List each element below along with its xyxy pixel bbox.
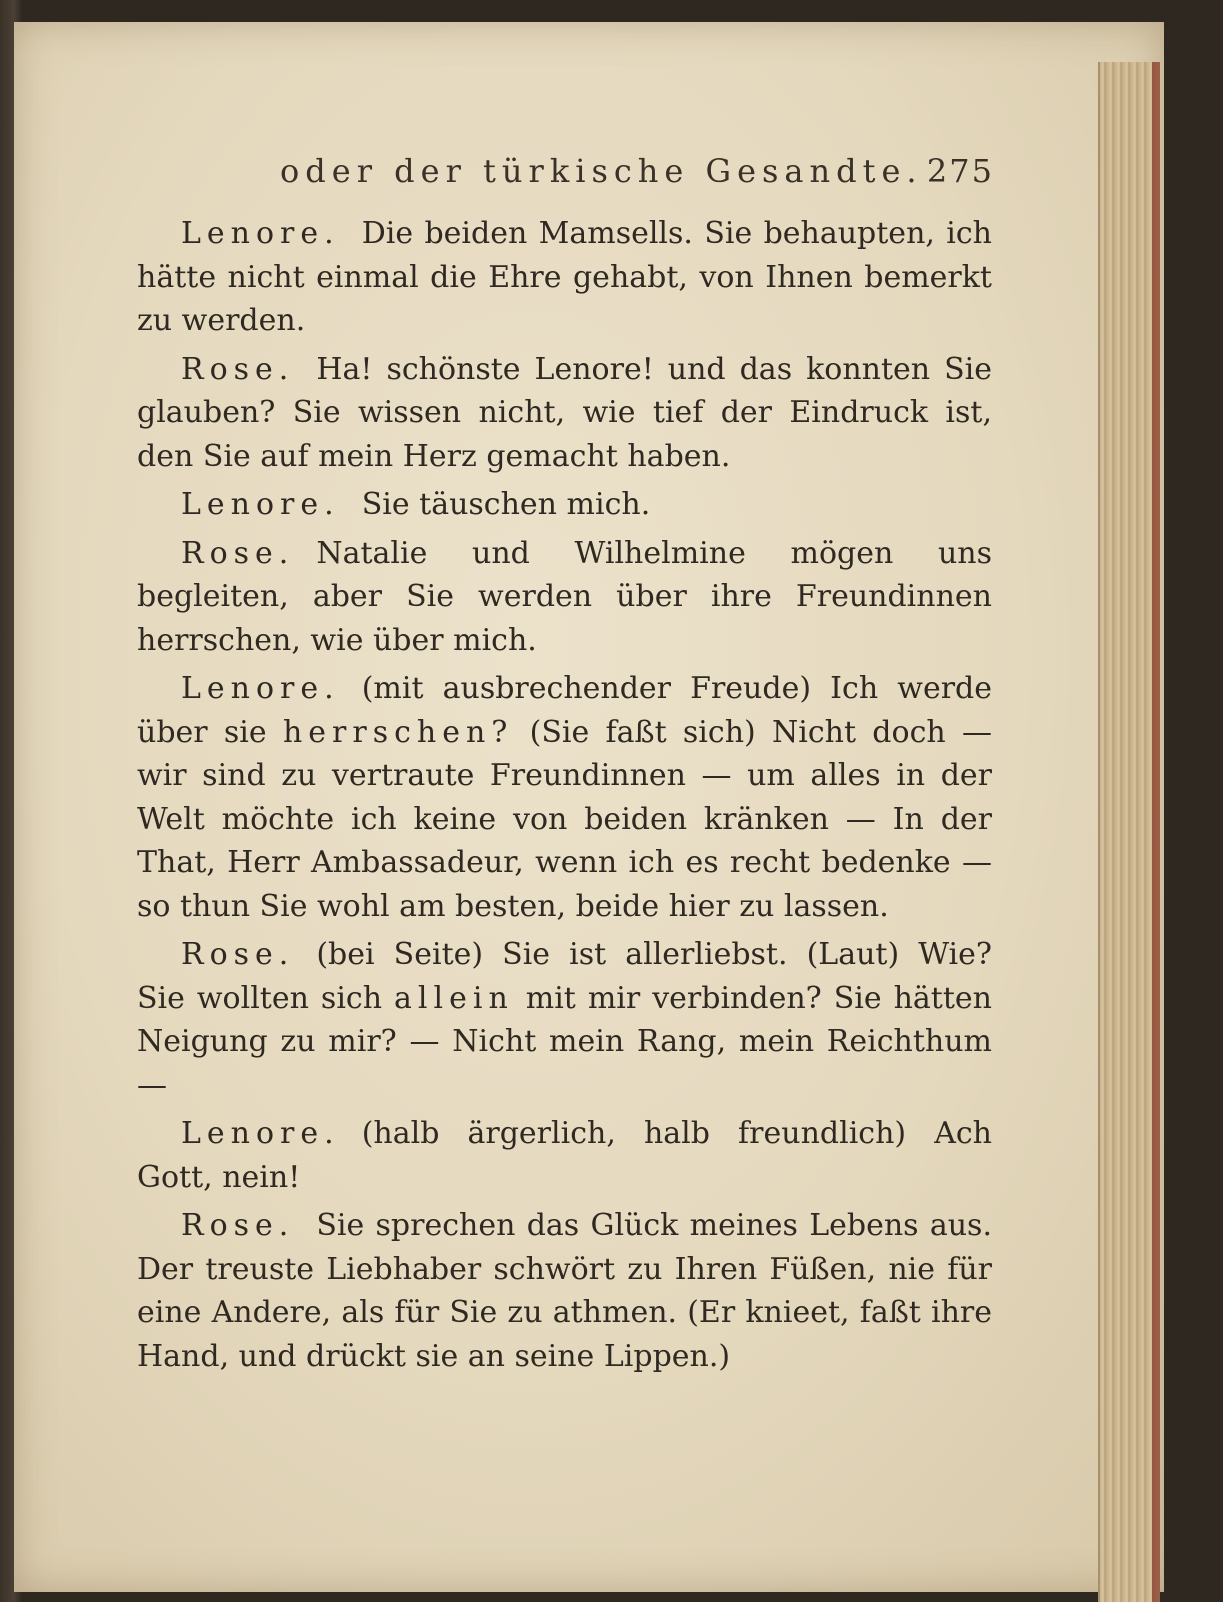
speaker-name: Lenore.: [181, 671, 340, 706]
page-body: [137, 212, 992, 1378]
speaker-name: Lenore.: [181, 216, 340, 251]
dialogue-text: Sie täuschen mich.: [361, 487, 651, 522]
running-head: oder der türkische Gesandte.: [280, 152, 923, 190]
dialogue-paragraph: [137, 212, 992, 343]
speaker-name: Rose.: [181, 937, 295, 972]
dialogue-text: (halb ärgerlich, halb freundlich) Ach Gott, nein!: [137, 1116, 992, 1195]
dialogue-paragraph: [137, 348, 992, 479]
speaker-name: Rose.: [181, 351, 295, 387]
dialogue-text: (Sie faßt sich) Nicht doch — wir sind zu vertraute Freundinnen — um alles in der Welt möchte ich keine von beiden kränken — In der That, Herr Ambassadeur, wenn ich es recht bedenke — so thun Sie wohl am besten, beide hier zu lassen.: [137, 714, 992, 924]
book-page: [14, 22, 1164, 1592]
dialogue-paragraph: [137, 667, 992, 928]
dialogue-paragraph: [137, 933, 992, 1107]
speaker-name: Lenore.: [181, 487, 340, 522]
dialogue-text: Natalie und Wilhelmine mögen uns begleiten, aber Sie werden über ihre Freundinnen herrschen, wie über mich.: [137, 535, 992, 658]
dialogue-paragraph: [137, 1204, 992, 1378]
speaker-name: Rose.: [181, 1208, 295, 1243]
dialogue-text: (mit ausbrechender Freude) Ich werde über sie: [137, 671, 992, 750]
dialogue-text: mit mir verbinden? Sie hätten Neigung zu mir? — Nicht mein Rang, mein Reichthum —: [137, 980, 992, 1103]
page-header: [134, 140, 994, 200]
emphasized-text: herrschen?: [282, 714, 514, 750]
dialogue-paragraph: [137, 532, 992, 663]
dialogue-text: Die beiden Mamsells. Sie behaupten, ich hätte nicht einmal die Ehre gehabt, von Ihnen bemerkt zu werden.: [137, 216, 992, 338]
page-edges: [1098, 62, 1160, 1602]
emphasized-text: allein: [394, 980, 514, 1016]
dialogue-text: (bei Seite) Sie ist allerliebst. (Laut) Wie? Sie wollten sich: [137, 937, 992, 1016]
speaker-name: Rose.: [181, 535, 295, 571]
dialogue-text: Sie sprechen das Glück meines Lebens aus. Der treuste Liebhaber schwört zu Ihren Füßen, nie für eine Andere, als für Sie zu athmen. (Er knieet, faßt ihre Hand, und drückt sie an seine Lippen.): [137, 1208, 992, 1374]
dialogue-text: Ha! schönste Lenore! und das konnten Sie glauben? Sie wissen nicht, wie tief der Eindruck ist, den Sie auf mein Herz gemacht haben.: [137, 351, 992, 474]
page-number: 275: [926, 152, 994, 190]
speaker-name: Lenore.: [181, 1116, 340, 1151]
dialogue-paragraph: [137, 483, 992, 527]
dialogue-paragraph: [137, 1112, 992, 1199]
